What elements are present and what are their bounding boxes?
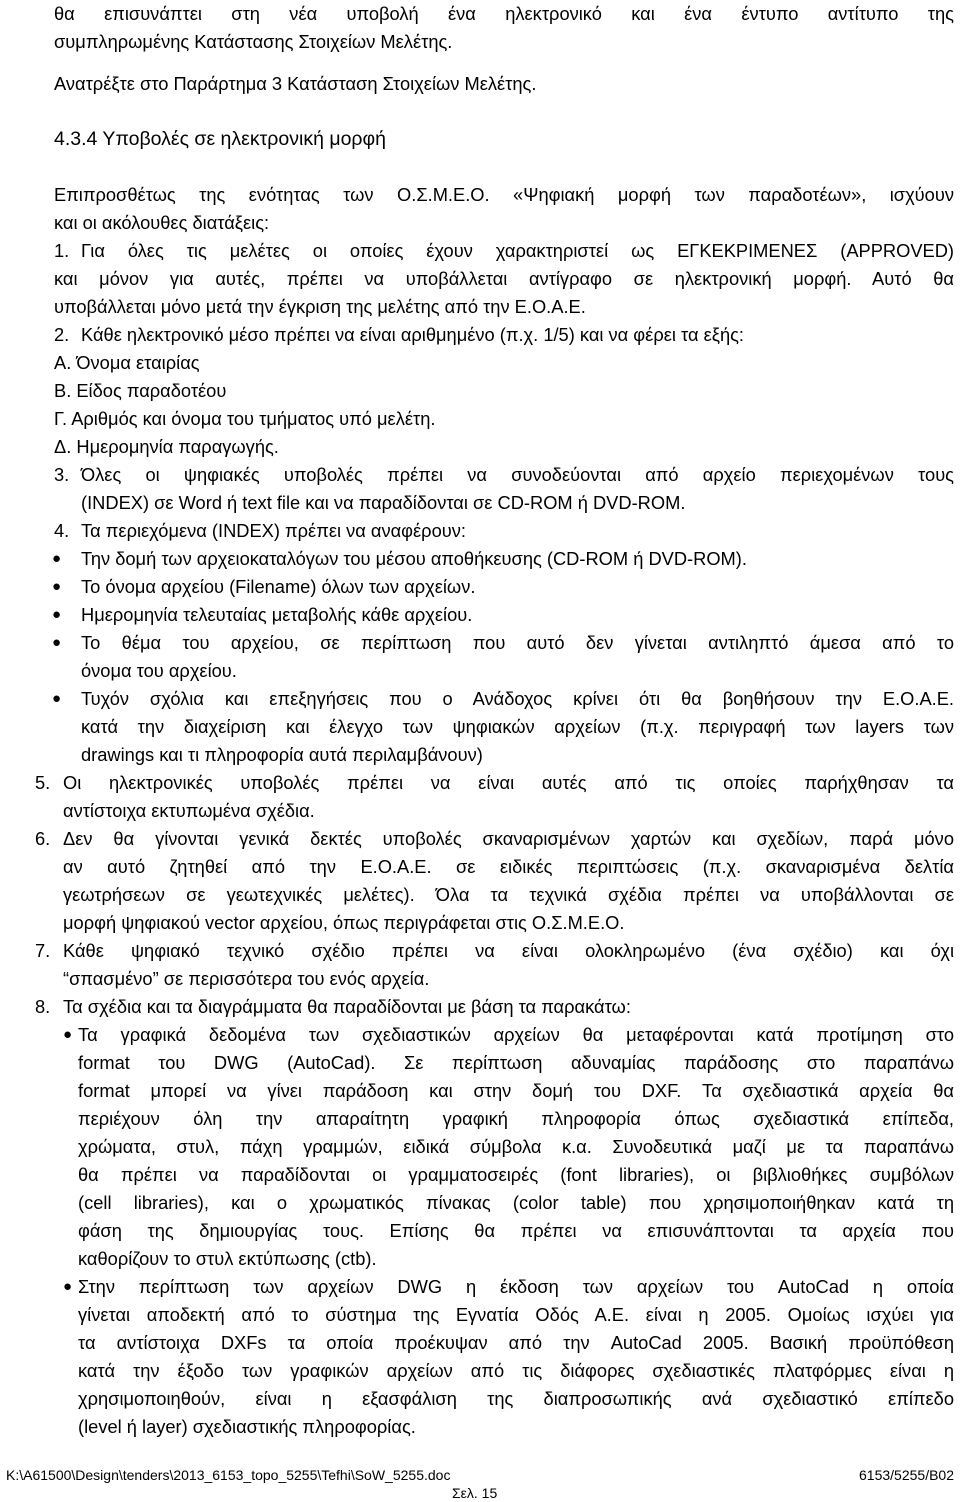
item4-bullet: όνομα του αρχείου. — [81, 660, 237, 681]
item1-line: Για όλες τις μελέτες οι οποίες έχουν χαρακτηριστεί ως ΕΓΚΕΚΡΙΜΕΝΕΣ (APPROVED) — [81, 240, 954, 261]
bullet-icon: ● — [52, 578, 62, 595]
item2-subitem: Β. Είδος παραδοτέου — [54, 380, 227, 401]
item1-line: και μόνον για αυτές, πρέπει να υποβάλλεται αντίγραφο σε ηλεκτρονική μορφή. Αυτό θα — [54, 268, 954, 289]
item4-bullet: Τυχόν σχόλια και επεξηγήσεις που ο Ανάδοχος κρίνει ότι θα βοηθήσουν την Ε.Ο.Α.Ε. — [81, 688, 954, 709]
bullet-icon: ● — [52, 690, 62, 707]
item8-bullet: καθορίζουν το στυλ εκτύπωσης (ctb). — [78, 1248, 377, 1269]
item-number: 3. — [54, 464, 70, 485]
item4-line: Τα περιεχόμενα (INDEX) πρέπει να αναφέρουν: — [81, 520, 466, 541]
item7-line: “σπασμένο” σε περισσότερα του ενός αρχεία. — [63, 968, 430, 989]
bullet-icon: ● — [52, 550, 62, 567]
item-number: 6. — [35, 828, 51, 849]
item8-line: Τα σχέδια και τα διαγράμματα θα παραδίδονται με βάση τα παρακάτω: — [63, 996, 631, 1017]
item4-bullet: Ημερομηνία τελευταίας μεταβολής κάθε αρχείου. — [81, 604, 473, 625]
item8-bullet: χρησιμοποιηθούν, είναι η εξασφάλιση της διαπροσωπικής ανά σχεδιαστικό επίπεδο — [78, 1388, 954, 1409]
item8-bullet: Στην περίπτωση των αρχείων DWG η έκδοση των αρχείων του AutoCad η οποία — [78, 1276, 954, 1297]
section-heading: 4.3.4 Υποβολές σε ηλεκτρονική μορφή — [54, 128, 386, 150]
item2-subitem: Γ. Αριθμός και όνομα του τμήματος υπό μελέτη. — [54, 408, 436, 429]
item4-bullet: κατά την διαχείριση και έλεγχο των ψηφιακών αρχείων (π.χ. περιγραφή των layers των — [81, 716, 954, 737]
item8-bullet: κατά την έξοδο των γραφικών αρχείων από τις διάφορες σχεδιαστικές πλατφόρμες είναι η — [78, 1360, 954, 1381]
item-number: 8. — [35, 996, 51, 1017]
item8-bullet: format μπορεί να γίνει παράδοση και στην δομή του DXF. Τα σχεδιαστικά αρχεία θα — [78, 1080, 954, 1101]
item7-line: Κάθε ψηφιακό τεχνικό σχέδιο πρέπει να είναι ολοκληρωμένο (ένα σχέδιο) και όχι — [63, 940, 954, 961]
bullet-icon: ● — [52, 634, 62, 651]
item8-bullet: format του DWG (AutoCad). Σε περίπτωση αδυναμίας παράδοσης στο παραπάνω — [78, 1052, 954, 1073]
item-number: 7. — [35, 940, 51, 961]
item5-line: αντίστοιχα εκτυπωμένα σχέδια. — [63, 800, 315, 821]
item4-bullet: Την δομή των αρχειοκαταλόγων του μέσου αποθήκευσης (CD-ROM ή DVD-ROM). — [81, 548, 747, 569]
item6-line: μορφή ψηφιακού vector αρχείου, όπως περιγράφεται στις Ο.Σ.Μ.Ε.Ο. — [63, 912, 625, 933]
item8-bullet: τα αντίστοιχα DXFs τα οποία προέκυψαν από την AutoCad 2005. Βασική προϋπόθεση — [78, 1332, 954, 1353]
item6-line: αν αυτό ζητηθεί από την Ε.Ο.Α.Ε. σε ειδικές περιπτώσεις (π.χ. σκαναρισμένα δελτία — [63, 856, 954, 877]
item8-bullet: φάση της δημιουργίας τους. Επίσης θα πρέπει να επισυνάπτονται τα αρχεία που — [78, 1220, 954, 1241]
item3-line: (INDEX) σε Word ή text file και να παραδίδονται σε CD-ROM ή DVD-ROM. — [81, 492, 686, 513]
item4-bullet: Το όνομα αρχείου (Filename) όλων των αρχείων. — [81, 576, 476, 597]
item5-line: Οι ηλεκτρονικές υποβολές πρέπει να είναι αυτές από τις οποίες παρήχθησαν τα — [63, 772, 954, 793]
section-lead-line: Επιπροσθέτως της ενότητας των Ο.Σ.Μ.Ε.Ο. «Ψηφιακή μορφή των παραδοτέων», ισχύουν — [54, 184, 954, 205]
item-number: 1. — [54, 240, 70, 261]
item2-subitem: Δ. Ημερομηνία παραγωγής. — [54, 436, 279, 457]
item6-line: γεωτρήσεων σε γεωτεχνικές μελέτες). Όλα τα τεχνικά σχέδια πρέπει να υποβάλλονται σε — [63, 884, 954, 905]
footer-file-path: K:\A61500\Design\tenders\2013_6153_topo_5255\Tefhi\SoW_5255.doc — [6, 1467, 451, 1483]
item8-bullet: (level ή layer) σχεδιαστικής πληροφορίας. — [78, 1416, 416, 1437]
appendix-reference: Ανατρέξτε στο Παράρτημα 3 Κατάσταση Στοιχείων Μελέτης. — [54, 73, 537, 94]
item3-line: Όλες οι ψηφιακές υποβολές πρέπει να συνοδεύονται από αρχείο περιεχομένων τους — [81, 464, 954, 485]
item8-bullet: θα πρέπει να παραδίδονται οι γραμματοσειρές (font libraries), οι βιβλιοθήκες συμβόλων — [78, 1164, 954, 1185]
item8-bullet: Τα γραφικά δεδομένα των σχεδιαστικών αρχείων θα μεταφέρονται κατά προτίμηση στο — [78, 1024, 954, 1045]
item1-line: υποβάλλεται μόνο μετά την έγκριση της μελέτης από την Ε.Ο.Α.Ε. — [54, 296, 586, 317]
item8-bullet: γίνεται αποδεκτή από το σύστημα της Εγνατία Οδός Α.Ε. είναι η 2005. Ομοίως ισχύει για — [78, 1304, 954, 1325]
item4-bullet: Το θέμα του αρχείου, σε περίπτωση που αυτό δεν γίνεται αντιληπτό άμεσα από το — [81, 632, 954, 653]
item8-bullet: περιέχουν όλη την απαραίτητη γραφική πληροφορία όπως σχεδιαστικά επίπεδα, — [78, 1108, 954, 1129]
item4-bullet: drawings και τι πληροφορία αυτά περιλαμβάνουν) — [81, 744, 483, 765]
item-number: 5. — [35, 772, 51, 793]
footer-doc-code: 6153/5255/B02 — [859, 1467, 954, 1483]
item8-bullet: χρώματα, στυλ, πάχη γραμμών, ειδικά σύμβολα κ.α. Συνοδευτικά μαζί με τα παραπάνω — [78, 1136, 954, 1157]
footer-page-number: Σελ. 15 — [452, 1485, 498, 1501]
item-number: 4. — [54, 520, 70, 541]
item2-subitem: Α. Όνομα εταιρίας — [54, 352, 200, 373]
item-number: 2. — [54, 324, 70, 345]
section-lead-line: και οι ακόλουθες διατάξεις: — [54, 212, 270, 233]
item8-bullet: (cell libraries), και ο χρωματικός πίνακας (color table) που χρησιμοποιήθηκαν κατά τη — [78, 1192, 954, 1213]
intro-line: συμπληρωμένης Κατάστασης Στοιχείων Μελέτης. — [54, 31, 453, 52]
bullet-icon: ● — [52, 606, 62, 623]
intro-line: θα επισυνάπτει στη νέα υποβολή ένα ηλεκτρονικό και ένα έντυπο αντίτυπο της — [54, 3, 954, 24]
item6-line: Δεν θα γίνονται γενικά δεκτές υποβολές σκαναρισμένων χαρτών και σχεδίων, παρά μόνο — [63, 828, 954, 849]
item2-line: Κάθε ηλεκτρονικό μέσο πρέπει να είναι αριθμημένο (π.χ. 1/5) και να φέρει τα εξής: — [81, 324, 745, 345]
bullet-icon: ● — [63, 1278, 73, 1295]
bullet-icon: ● — [63, 1026, 73, 1043]
